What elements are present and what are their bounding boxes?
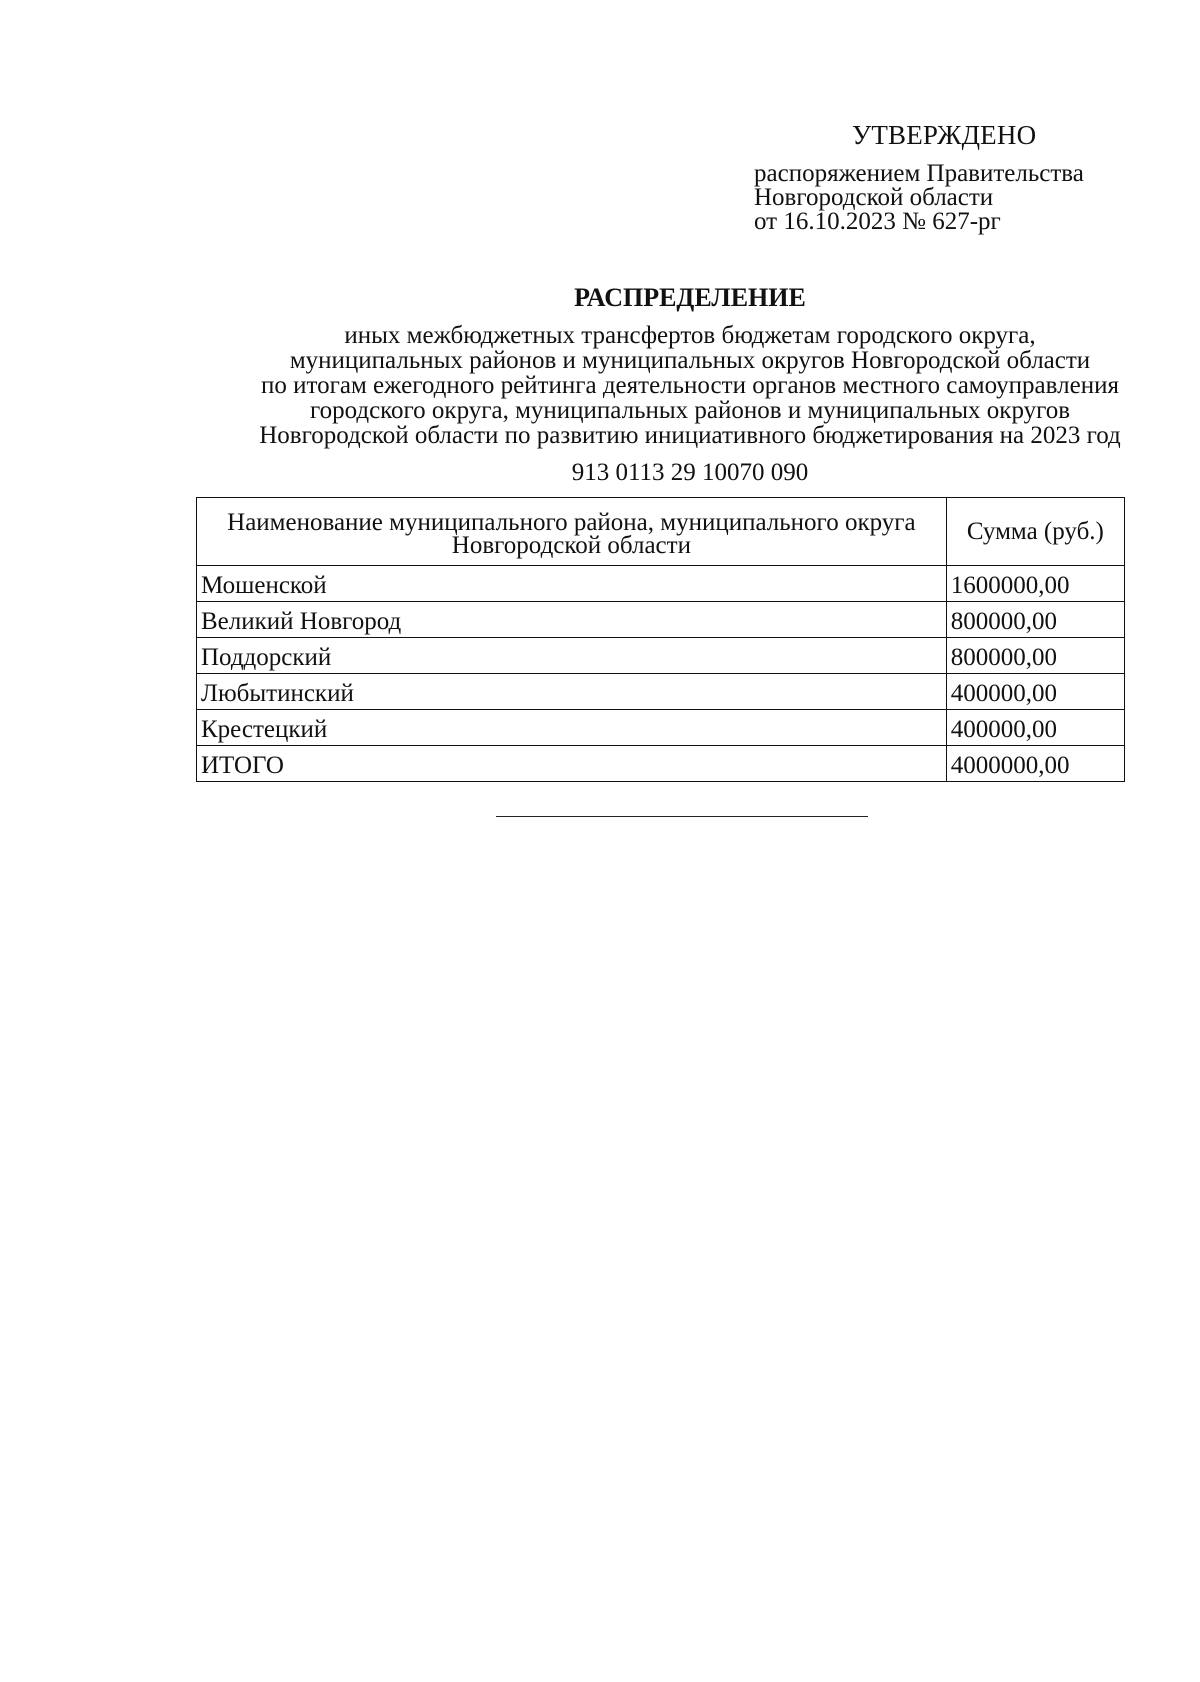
approval-line: распоряжением Правительства — [754, 160, 1084, 187]
column-header-sum: Сумма (руб.) — [946, 498, 1124, 566]
row-sum: 400000,00 — [946, 710, 1124, 746]
distribution-table — [196, 497, 1125, 782]
total-sum: 4000000,00 — [946, 746, 1124, 782]
row-name: Мошенской — [197, 566, 947, 602]
table-row — [197, 638, 1125, 674]
row-name: Крестецкий — [197, 710, 947, 746]
subtitle-line: Новгородской области по развитию инициативного бюджетирования на 2023 год — [259, 422, 1121, 449]
total-label: ИТОГО — [197, 746, 947, 782]
document-subtitle — [190, 323, 1190, 448]
row-sum: 800000,00 — [946, 602, 1124, 638]
row-name: Поддорский — [197, 638, 947, 674]
budget-code: 913 0113 29 10070 090 — [571, 459, 809, 486]
end-divider — [496, 816, 868, 817]
approval-line: от 16.10.2023 № 627-рг — [754, 208, 1001, 235]
column-header-name: Наименование муниципального района, муниципального округа Новгородской области — [197, 498, 947, 566]
subtitle-line: по итогам ежегодного рейтинга деятельности органов местного самоуправления — [261, 372, 1119, 399]
row-sum: 1600000,00 — [946, 566, 1124, 602]
subtitle-line: иных межбюджетных трансфертов бюджетам городского округа, — [344, 322, 1036, 349]
subtitle-line: городского округа, муниципальных районов и муниципальных округов — [309, 397, 1071, 424]
row-sum: 800000,00 — [946, 638, 1124, 674]
row-name: Любытинский — [197, 674, 947, 710]
document-title: РАСПРЕДЕЛЕНИЕ — [574, 283, 806, 312]
row-sum: 400000,00 — [946, 674, 1124, 710]
approval-title: УТВЕРЖДЕНО — [852, 120, 1037, 150]
table-header-row — [197, 498, 1125, 566]
row-name: Великий Новгород — [197, 602, 947, 638]
table-row — [197, 602, 1125, 638]
table-total-row — [197, 746, 1125, 782]
approval-line: Новгородской области — [754, 184, 994, 211]
table-row — [197, 566, 1125, 602]
table-row — [197, 674, 1125, 710]
approval-block — [754, 162, 1084, 234]
table-row — [197, 710, 1125, 746]
subtitle-line: муниципальных районов и муниципальных округов Новгородской области — [289, 347, 1091, 374]
